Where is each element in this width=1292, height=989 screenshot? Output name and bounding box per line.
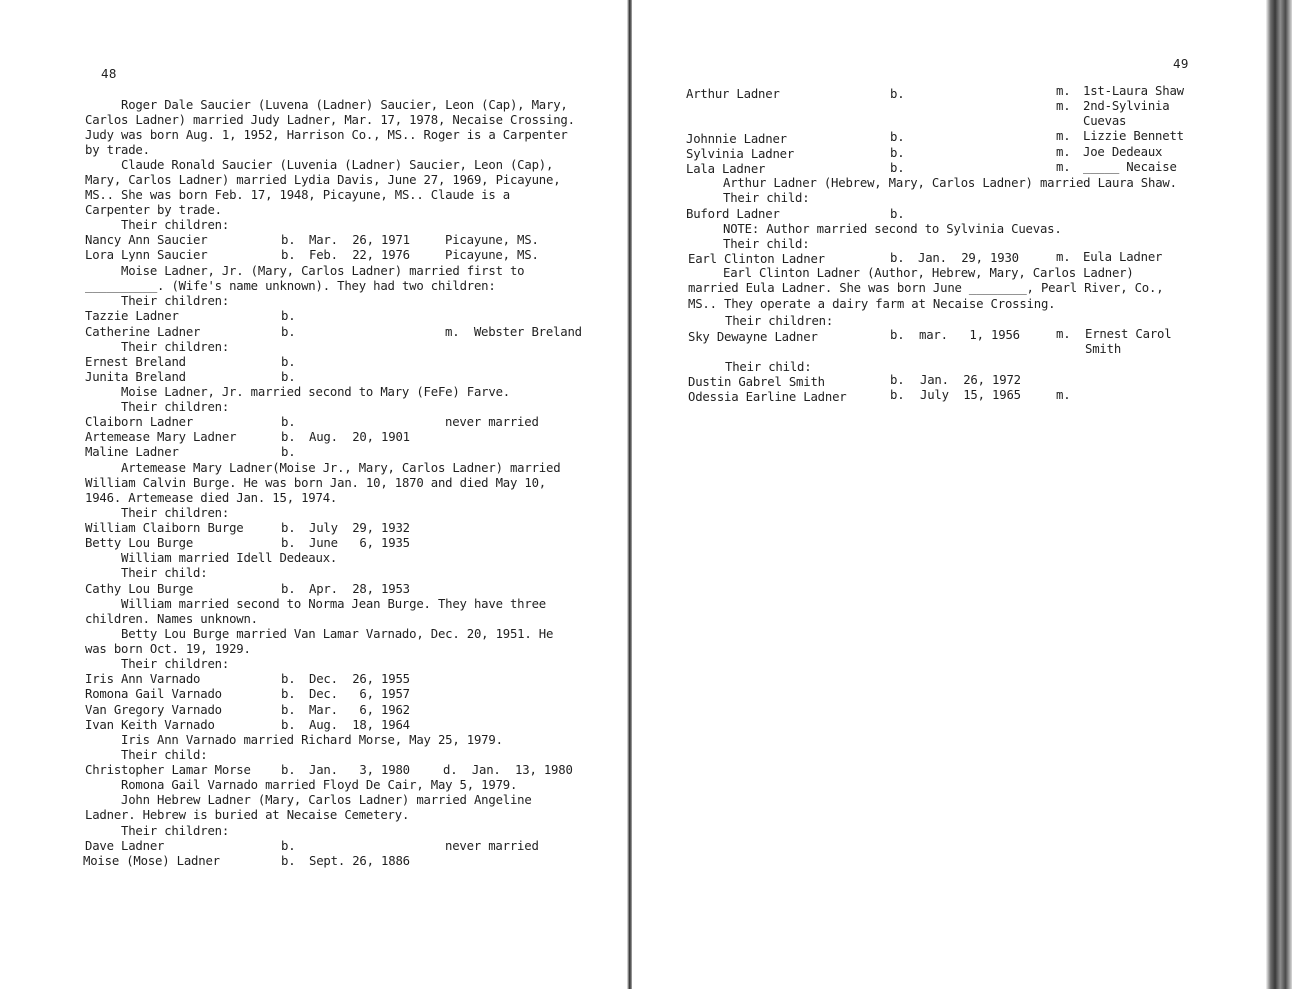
entry-extra: Picayune, MS. <box>445 233 539 247</box>
text-line: Iris Ann Varnado married Richard Morse, May 25, 1979. <box>121 733 503 747</box>
entry-extra: never married <box>445 415 539 429</box>
entry-date: June 6, 1935 <box>309 536 410 550</box>
entry-spouse: 1st-Laura Shaw <box>1083 84 1184 98</box>
entry-extra: d. Jan. 13, 1980 <box>443 763 573 777</box>
entry-born: b. <box>281 248 296 262</box>
entry-spouse: 2nd-Sylvinia <box>1083 99 1170 113</box>
section-heading: Their child: <box>121 566 208 580</box>
entry-name: William Claiborn Burge <box>85 521 244 535</box>
entry-born: b. <box>890 373 905 387</box>
section-heading: Their children: <box>725 314 834 328</box>
entry-date: Jan. 26, 1972 <box>920 373 1021 387</box>
entry-date: Mar. 6, 1962 <box>309 703 410 717</box>
text-line: Mary, Carlos Ladner) married Lydia Davis, June 27, 1969, Picayune, <box>85 173 561 187</box>
entry-born: b. <box>281 415 296 429</box>
section-heading: Their children: <box>121 218 230 232</box>
entry-date: July 15, 1965 <box>920 388 1021 402</box>
text-line: Judy was born Aug. 1, 1952, Harrison Co., MS.. Roger is a Carpenter <box>85 128 568 142</box>
entry-name: Cathy Lou Burge <box>85 582 194 596</box>
entry-married: m. <box>1056 145 1071 159</box>
entry-date: Sept. 26, 1886 <box>309 854 410 868</box>
entry-born: b. <box>281 672 296 686</box>
entry-spouse: Lizzie Bennett <box>1083 129 1184 143</box>
entry-name: Ernest Breland <box>85 355 186 369</box>
entry-name: Dave Ladner <box>85 839 165 853</box>
entry-date: Aug. 18, 1964 <box>309 718 410 732</box>
entry-born: b. <box>281 233 296 247</box>
section-heading: Their children: <box>121 294 230 308</box>
entry-name: Arthur Ladner <box>686 87 780 101</box>
entry-date: Aug. 20, 1901 <box>309 430 410 444</box>
entry-born: b. <box>890 388 905 402</box>
entry-born: b. <box>890 130 905 144</box>
entry-name: Ivan Keith Varnado <box>85 718 215 732</box>
entry-name: Johnnie Ladner <box>686 132 787 146</box>
entry-spouse: _____ Necaise <box>1083 160 1177 174</box>
entry-born: b. <box>281 325 296 339</box>
entry-born: b. <box>281 703 296 717</box>
text-line: was born Oct. 19, 1929. <box>85 642 251 656</box>
entry-name: Dustin Gabrel Smith <box>688 375 825 389</box>
text-line: William Calvin Burge. He was born Jan. 10, 1870 and died May 10, <box>85 476 547 490</box>
entry-extra: Picayune, MS. <box>445 248 539 262</box>
entry-born: b. <box>281 370 296 384</box>
text-line: children. Names unknown. <box>85 612 258 626</box>
section-heading: Their children: <box>121 657 230 671</box>
entry-date: Jan. 29, 1930 <box>918 251 1019 265</box>
entry-born: b. <box>890 251 905 265</box>
page-number-right: 49 <box>1173 56 1189 71</box>
entry-born: b. <box>890 87 905 101</box>
entry-name: Junita Breland <box>85 370 186 384</box>
text-line: Artemease Mary Ladner(Moise Jr., Mary, Carlos Ladner) married <box>121 461 561 475</box>
entry-born: b. <box>281 430 296 444</box>
section-heading: Their children: <box>121 340 230 354</box>
text-line: Earl Clinton Ladner (Author, Hebrew, Mary, Carlos Ladner) <box>723 266 1134 280</box>
section-heading: Their child: <box>723 237 810 251</box>
entry-date: Feb. 22, 1976 <box>309 248 410 262</box>
entry-name: Tazzie Ladner <box>85 309 179 323</box>
entry-name: Lora Lynn Saucier <box>85 248 208 262</box>
entry-born: b. <box>281 763 296 777</box>
entry-name: Betty Lou Burge <box>85 536 194 550</box>
entry-name: Maline Ladner <box>85 445 179 459</box>
entry-date: July 29, 1932 <box>309 521 410 535</box>
entry-born: b. <box>281 854 296 868</box>
entry-married: m. <box>1056 84 1071 98</box>
text-line: MS.. She was born Feb. 17, 1948, Picayune, MS.. Claude is a <box>85 188 510 202</box>
entry-born: b. <box>890 207 905 221</box>
entry-born: b. <box>890 328 905 342</box>
entry-date: Dec. 26, 1955 <box>309 672 410 686</box>
text-line: MS.. They operate a dairy farm at Necaise Crossing. <box>688 297 1056 311</box>
text-line: Carpenter by trade. <box>85 203 222 217</box>
entry-name: Odessia Earline Ladner <box>688 390 847 404</box>
entry-born: b. <box>281 582 296 596</box>
text-line: William married second to Norma Jean Burge. They have three <box>121 597 546 611</box>
entry-spouse: Eula Ladner <box>1083 250 1163 264</box>
entry-name: Romona Gail Varnado <box>85 687 222 701</box>
entry-name: Lala Ladner <box>686 162 766 176</box>
text-line: Roger Dale Saucier (Luvena (Ladner) Saucier, Leon (Cap), Mary, <box>121 98 568 112</box>
section-heading: Their child: <box>725 360 812 374</box>
entry-name: Moise (Mose) Ladner <box>83 854 220 868</box>
text-line: Arthur Ladner (Hebrew, Mary, Carlos Ladner) married Laura Shaw. <box>723 176 1177 190</box>
entry-name: Sky Dewayne Ladner <box>688 330 818 344</box>
right-page <box>632 0 1266 989</box>
text-line: married Eula Ladner. She was born June ________, Pearl River, Co., <box>688 281 1164 295</box>
entry-born: b. <box>890 161 905 175</box>
entry-married: m. <box>1056 99 1071 113</box>
entry-date: Dec. 6, 1957 <box>309 687 410 701</box>
entry-married: m. <box>1056 160 1071 174</box>
entry-name: Van Gregory Varnado <box>85 703 222 717</box>
entry-name: Iris Ann Varnado <box>85 672 201 686</box>
entry-date: Apr. 28, 1953 <box>309 582 410 596</box>
entry-married: m. <box>1056 388 1071 402</box>
text-line: Moise Ladner, Jr. married second to Mary (FeFe) Farve. <box>121 385 510 399</box>
text-line: John Hebrew Ladner (Mary, Carlos Ladner) married Angeline <box>121 793 532 807</box>
entry-married: m. <box>1056 129 1071 143</box>
text-line: Claude Ronald Saucier (Luvenia (Ladner) Saucier, Leon (Cap), <box>121 158 554 172</box>
entry-date: Mar. 26, 1971 <box>309 233 410 247</box>
section-heading: Their child: <box>723 191 810 205</box>
entry-name: Claiborn Ladner <box>85 415 194 429</box>
section-heading: Their children: <box>121 400 230 414</box>
text-line: 1946. Artemease died Jan. 15, 1974. <box>85 491 338 505</box>
entry-born: b. <box>281 687 296 701</box>
entry-born: b. <box>281 536 296 550</box>
entry-name: Catherine Ladner <box>85 325 201 339</box>
text-line: Betty Lou Burge married Van Lamar Varnado, Dec. 20, 1951. He <box>121 627 554 641</box>
entry-extra: never married <box>445 839 539 853</box>
entry-born: b. <box>281 718 296 732</box>
entry-born: b. <box>281 355 296 369</box>
text-line: Carlos Ladner) married Judy Ladner, Mar. 17, 1978, Necaise Crossing. <box>85 113 575 127</box>
entry-spouse: Ernest Carol <box>1085 327 1172 341</box>
entry-extra: m. Webster Breland <box>445 325 582 339</box>
text-line: __________. (Wife's name unknown). They had two children: <box>85 279 496 293</box>
text-line: William married Idell Dedeaux. <box>121 551 338 565</box>
entry-date: Jan. 3, 1980 <box>309 763 410 777</box>
text-line: by trade. <box>85 143 150 157</box>
entry-name: Artemease Mary Ladner <box>85 430 237 444</box>
note-line: NOTE: Author married second to Sylvinia Cuevas. <box>723 222 1062 236</box>
section-heading: Their child: <box>121 748 208 762</box>
entry-married: m. <box>1056 327 1071 341</box>
entry-spouse-continued: Cuevas <box>1083 114 1127 128</box>
entry-born: b. <box>281 521 296 535</box>
entry-name: Sylvinia Ladner <box>686 147 795 161</box>
entry-born: b. <box>281 445 296 459</box>
text-line: Romona Gail Varnado married Floyd De Cair, May 5, 1979. <box>121 778 518 792</box>
left-page <box>0 0 628 989</box>
entry-name: Christopher Lamar Morse <box>85 763 251 777</box>
section-heading: Their children: <box>121 506 230 520</box>
text-line: Moise Ladner, Jr. (Mary, Carlos Ladner) married first to <box>121 264 525 278</box>
section-heading: Their children: <box>121 824 230 838</box>
entry-name: Earl Clinton Ladner <box>688 252 825 266</box>
text-line: Ladner. Hebrew is buried at Necaise Cemetery. <box>85 808 410 822</box>
page-number-left: 48 <box>101 66 117 81</box>
entry-born: b. <box>281 839 296 853</box>
entry-spouse: Joe Dedeaux <box>1083 145 1163 159</box>
entry-name: Nancy Ann Saucier <box>85 233 208 247</box>
page-edge <box>1266 0 1292 989</box>
entry-born: b. <box>890 146 905 160</box>
entry-date: mar. 1, 1956 <box>919 328 1020 342</box>
entry-married: m. <box>1056 250 1071 264</box>
entry-born: b. <box>281 309 296 323</box>
entry-spouse-continued: Smith <box>1085 342 1122 356</box>
entry-name: Buford Ladner <box>686 207 780 221</box>
